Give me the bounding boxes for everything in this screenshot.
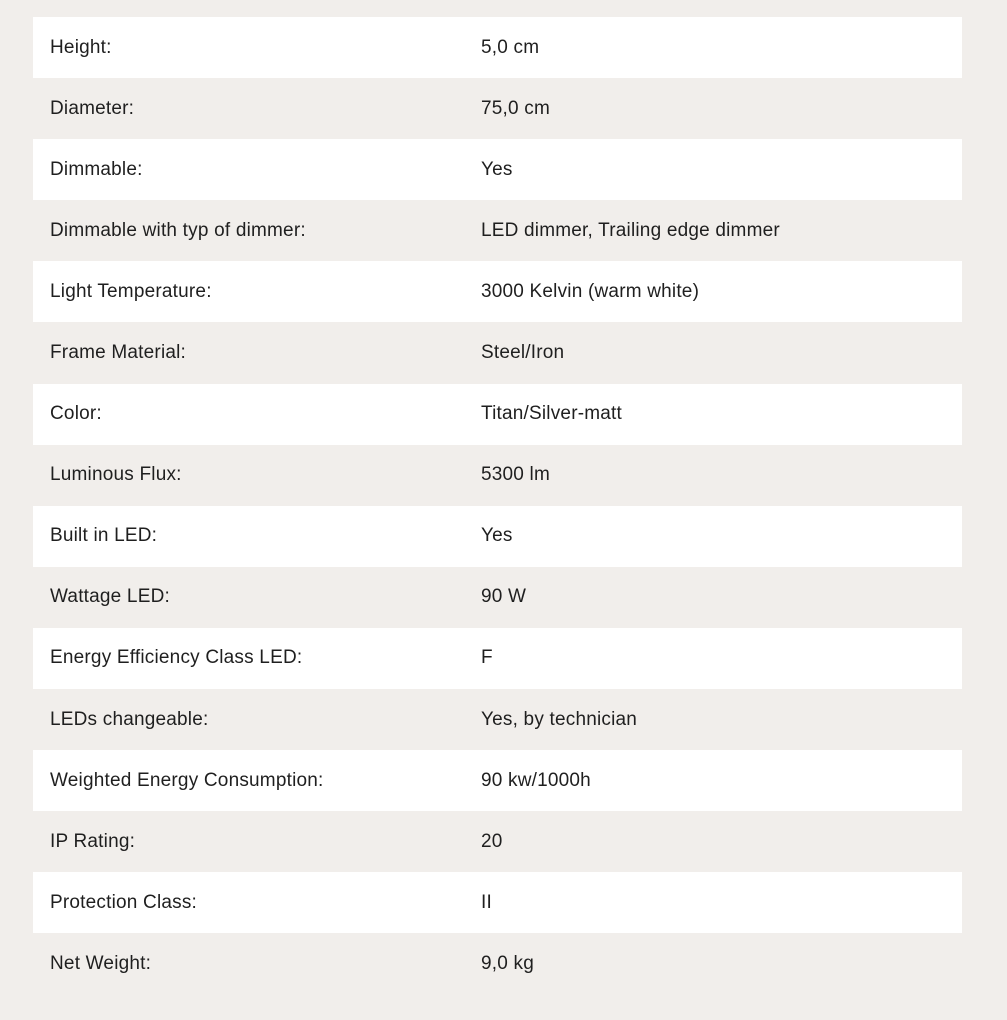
spec-row-light-temperature xyxy=(33,261,962,322)
spec-label: Protection Class: xyxy=(50,891,198,913)
spec-label: Energy Efficiency Class LED: xyxy=(50,647,303,669)
spec-label: LEDs changeable: xyxy=(50,708,209,730)
spec-value: 5,0 cm xyxy=(481,36,540,58)
spec-value: Yes xyxy=(481,525,513,547)
spec-value: Steel/Iron xyxy=(481,342,565,364)
spec-label: Dimmable with typ of dimmer: xyxy=(50,219,306,241)
spec-value: 90 W xyxy=(481,586,527,608)
spec-label: Wattage LED: xyxy=(50,586,170,608)
spec-value: LED dimmer, Trailing edge dimmer xyxy=(481,219,780,241)
spec-value: F xyxy=(481,647,493,669)
spec-value: Yes xyxy=(481,158,513,180)
spec-label: IP Rating: xyxy=(50,830,136,852)
spec-label: Height: xyxy=(50,36,112,58)
spec-row-luminous-flux xyxy=(33,445,962,506)
spec-value: 5300 lm xyxy=(481,464,550,486)
spec-label: Frame Material: xyxy=(50,342,187,364)
spec-value: II xyxy=(481,891,492,913)
spec-row-diameter xyxy=(33,78,962,139)
spec-label: Luminous Flux: xyxy=(50,464,182,486)
spec-row-dimmable xyxy=(33,139,962,200)
spec-label: Light Temperature: xyxy=(50,280,212,302)
spec-table xyxy=(33,17,962,995)
spec-row-weighted-energy-consumption xyxy=(33,750,962,811)
spec-row-net-weight xyxy=(33,933,962,994)
spec-value: 3000 Kelvin (warm white) xyxy=(481,280,700,302)
spec-value: Titan/Silver-matt xyxy=(481,403,623,425)
spec-value: 75,0 cm xyxy=(481,97,550,119)
spec-row-dimmer-type xyxy=(33,200,962,261)
spec-value: 20 xyxy=(481,830,503,852)
spec-row-color xyxy=(33,384,962,445)
spec-value: 90 kw/1000h xyxy=(481,769,591,791)
spec-label: Diameter: xyxy=(50,97,135,119)
spec-row-wattage-led xyxy=(33,567,962,628)
spec-value: 9,0 kg xyxy=(481,952,534,974)
spec-row-frame-material xyxy=(33,322,962,383)
spec-row-built-in-led xyxy=(33,506,962,567)
spec-row-height xyxy=(33,17,962,78)
spec-row-energy-efficiency-class xyxy=(33,628,962,689)
spec-value: Yes, by technician xyxy=(481,708,638,730)
spec-row-protection-class xyxy=(33,872,962,933)
spec-label: Weighted Energy Consumption: xyxy=(50,769,324,791)
spec-row-ip-rating xyxy=(33,811,962,872)
spec-label: Color: xyxy=(50,403,102,425)
spec-label: Dimmable: xyxy=(50,158,143,180)
spec-row-leds-changeable xyxy=(33,689,962,750)
spec-label: Net Weight: xyxy=(50,952,152,974)
spec-label: Built in LED: xyxy=(50,525,158,547)
